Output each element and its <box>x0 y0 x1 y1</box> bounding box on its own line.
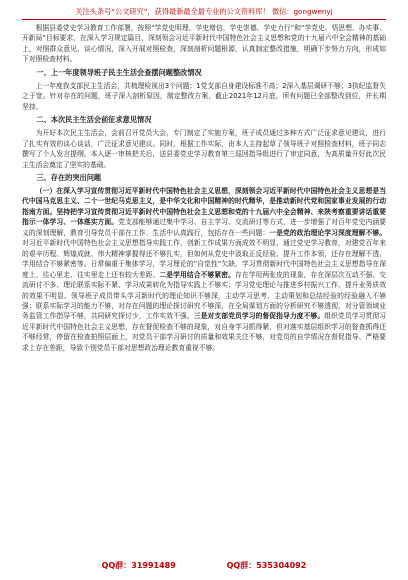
body-paragraph <box>22 81 386 112</box>
section-heading: 三、存在的突出问题 <box>36 172 102 182</box>
document-page <box>22 6 386 353</box>
emphasis-text: （一）在深入学习宣传贯彻习近平新时代中国特色社会主义思想，深刻领会习近平新时代中国特色社会主义思想是当代中国马克思主义、二十一世纪马克思主义，是中华文化和中国精神的时代精华，是推动新时代党和国家事业发展的行动指南方面。坚持把学习宣传贯彻习近平新时代中国特色社会主义思想和党的十九届六中全会精神、来陕考察重要讲话重要指示一体学习、一体落实方面。 <box>22 186 386 227</box>
section-heading: 一、上一年度领导班子民主生活会查摆问题整改情况 <box>36 67 202 77</box>
paragraph-text: 为开好本次民主生活会，会前召开党员大会，专门制定了实施方案，班子成员通过多种方式广泛征求意见建议，进行了扎实有效的谈心谈话，广泛征求意见建议。同时，根据工作实际，由本人主持起草了领导班子对照检查材料，班子同志撰写了个人发言提纲，本人逐一审核把关后，送县委党史学习教育第三巡回指导组进行了审定同意，为高质量开好此次民主生活会奠定了坚实的基础。 <box>22 129 386 169</box>
document-body <box>22 23 386 353</box>
promo-banner[interactable]: 关注头条号“公文研究”，获得最新最全最专业的公文资料库！ 微信：gongwenyj <box>75 7 333 16</box>
body-paragraph <box>22 186 386 353</box>
section-heading: 二、本次民主生活会前征求意见情况 <box>36 115 152 125</box>
emphasis-text: 二是学用结合不够紧密。 <box>159 270 235 279</box>
emphasis-text: 三是对支部党员学习的督促指导力度不够。 <box>193 312 325 321</box>
paragraph-text: 存在学用两张皮的现象，存在深层次互动不强、交流研讨不多、理论联系实际不紧、学习成果转化为指导实践上不够实；学习党史理论与推进乡村振兴工作、提升业务质效的效果不明显。领导班子成员带头学习新时代的理论知识不够深，主动学习思考、主动策划和总结经验的经验融入不够强；联系实际学习的能力不够，对存在问题的理论探讨研究不够深，在全局谋划方面的分析研究不够透彻，对分管领域业务监管工作指导不够，共同研究探讨少，工作实效不强。 <box>22 270 387 321</box>
paragraph-text: 根据县委党史学习教育工作部署，按照“学党史明理、学史增信、学史崇德、学史力行”和“学党史、悟思想、办实事、开新局”目标要求，在深入学习规定篇目，深刻领会习近平新时代中国特色社会主义思想和党的十九届六中全会精神的基础上，对照群众意见、谈心情况，深入开展对照检查，深刻剖析问题根源，认真制定整改措施，明确下步努力方向，形成如下对照检查材料。 <box>22 24 386 64</box>
paragraph-text: 党支部能够通过集中学习、自主学习、交流研讨等方式，进一步增强了对百年党史内涵要义的深刻理解，教育引导党员干部在工作、生活中认真践行，包括存在一些问题： <box>22 218 387 237</box>
paragraph-text: 对习近平新时代中国特色社会主义思想指导实践工作，创新工作成果方面成效不明显，通过党史学习教育，对建党百年来的艰辛历程、辉煌成就、伟大精神掌握得还不够扎实，但如何从党史中汲取正反经验、提升工作本领，还存在理解不透、学用结合不够紧密等。日常偏重于集体学习，学习理论的“自觉性”欠缺，学习贯彻新时代中国特色社会主义思想指导在深度上、往心里走、往实里走上还有较大差距。 <box>22 239 386 279</box>
body-paragraph <box>22 128 386 170</box>
body-paragraph <box>22 23 386 65</box>
paragraph-text: 组织党员学习贯彻习近平新时代中国特色社会主义思想，存在督促检查不够的现象，对自身学习抓得紧，但对落实基层组织学习的督查抓得还不够经常，停留在检查拍照层面上，对党员干部学习研讨的质量和效果关注不够，对党员的自学情况在督促指导、严格要求上存在差距，导致个别党员干部对思想政治理论教育重视不够。 <box>22 312 387 352</box>
banner-divider <box>22 19 386 20</box>
footer-qq-group-1: QQ群：31991489 <box>101 561 176 570</box>
footer <box>0 560 408 571</box>
emphasis-text: 一是党的政治理论学习深度理解不够。 <box>269 228 387 237</box>
footer-qq-group-2: QQ群：535304092 <box>226 561 307 570</box>
paragraph-text: 上一年度我支部民主生活会，共梳理检视出3个问题：1党支部自身建设标准不高；2深入基层调研不够；3执纪监督失之于宽。针对存在的问题，班子深入剖析原因，制定整改方案，截止2021年12月底，所有问题已全部整改到位，并长期坚持。 <box>22 81 386 111</box>
